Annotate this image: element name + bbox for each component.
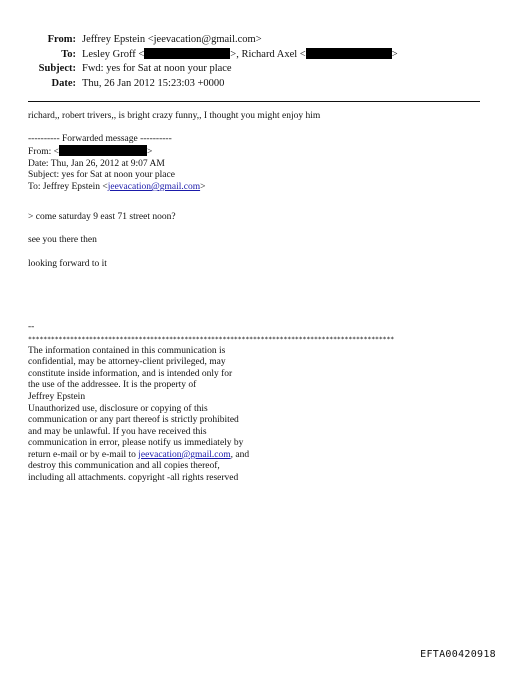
disclaimer-line: the use of the addressee. It is the property of	[28, 380, 197, 391]
fwd-to: To: Jeffrey Epstein <jeevacation@gmail.com>	[28, 181, 206, 192]
to-label: To:	[61, 48, 76, 60]
to-separator: >, Richard Axel <	[230, 48, 306, 60]
reply-line-2: looking forward to it	[28, 258, 107, 269]
date-value: Thu, 26 Jan 2012 15:23:03 +0000	[82, 77, 225, 89]
disclaimer-email-link[interactable]: jeevacation@gmail.com	[138, 449, 231, 460]
header-divider	[28, 101, 480, 102]
to-end: >	[391, 48, 398, 60]
disclaimer-line: Jeffrey Epstein	[28, 391, 86, 402]
to-name-1: Lesley Groff <	[82, 48, 145, 60]
from-label: From:	[47, 34, 76, 45]
date-label: Date:	[51, 77, 76, 89]
email-body	[28, 111, 468, 485]
disclaimer	[28, 346, 468, 485]
header-from-row	[0, 33, 400, 48]
disclaimer-line: The information contained in this communication is	[28, 345, 226, 356]
to-value	[82, 48, 398, 63]
header-to-row	[0, 48, 400, 63]
subject-label: Subject:	[38, 63, 76, 74]
fwd-date: Date: Thu, Jan 26, 2012 at 9:07 AM	[28, 158, 165, 169]
fwd-to-email-link[interactable]: jeevacation@gmail.com	[107, 181, 201, 192]
signature-dash: --	[28, 322, 35, 333]
fwd-from: From: < >	[28, 147, 153, 158]
header-date-row	[0, 77, 400, 92]
email-header	[0, 33, 400, 91]
redaction-bar	[59, 145, 147, 156]
disclaimer-line: and may be unlawful. If you have received this	[28, 426, 207, 437]
from-value: Jeffrey Epstein <jeevacation@gmail.com>	[82, 34, 262, 45]
forwarded-marker: ---------- Forwarded message ----------	[28, 133, 172, 144]
signature-stars: ************************************************************************************************	[28, 334, 395, 343]
fwd-subject: Subject: yes for Sat at noon your place	[28, 170, 175, 181]
redaction-bar	[144, 48, 230, 59]
disclaimer-line: including all attachments. copyright -all rights reserved	[28, 473, 239, 484]
reply-line-1: see you there then	[28, 235, 97, 246]
disclaimer-line: communication or any part thereof is strictly prohibited	[28, 415, 239, 426]
disclaimer-line: Unauthorized use, disclosure or copying of this	[28, 403, 208, 414]
document-id: EFTA00420918	[420, 649, 496, 660]
disclaimer-line: constitute inside information, and is intended only for	[28, 368, 233, 379]
quoted-text: > come saturday 9 east 71 street noon?	[28, 211, 176, 222]
redaction-bar	[306, 48, 392, 59]
header-subject-row	[0, 62, 400, 77]
disclaimer-email-line: return e-mail or by e-mail to jeevacation@gmail.com, and	[28, 449, 250, 460]
subject-value: Fwd: yes for Sat at noon your place	[82, 63, 232, 74]
intro-text: richard,, robert trivers,, is bright crazy funny,, I thought you might enjoy him	[28, 111, 321, 121]
disclaimer-line: confidential, may be attorney-client privileged, may	[28, 357, 226, 368]
disclaimer-line: destroy this communication and all copies thereof,	[28, 461, 220, 472]
disclaimer-line: communication in error, please notify us immediately by	[28, 438, 244, 449]
